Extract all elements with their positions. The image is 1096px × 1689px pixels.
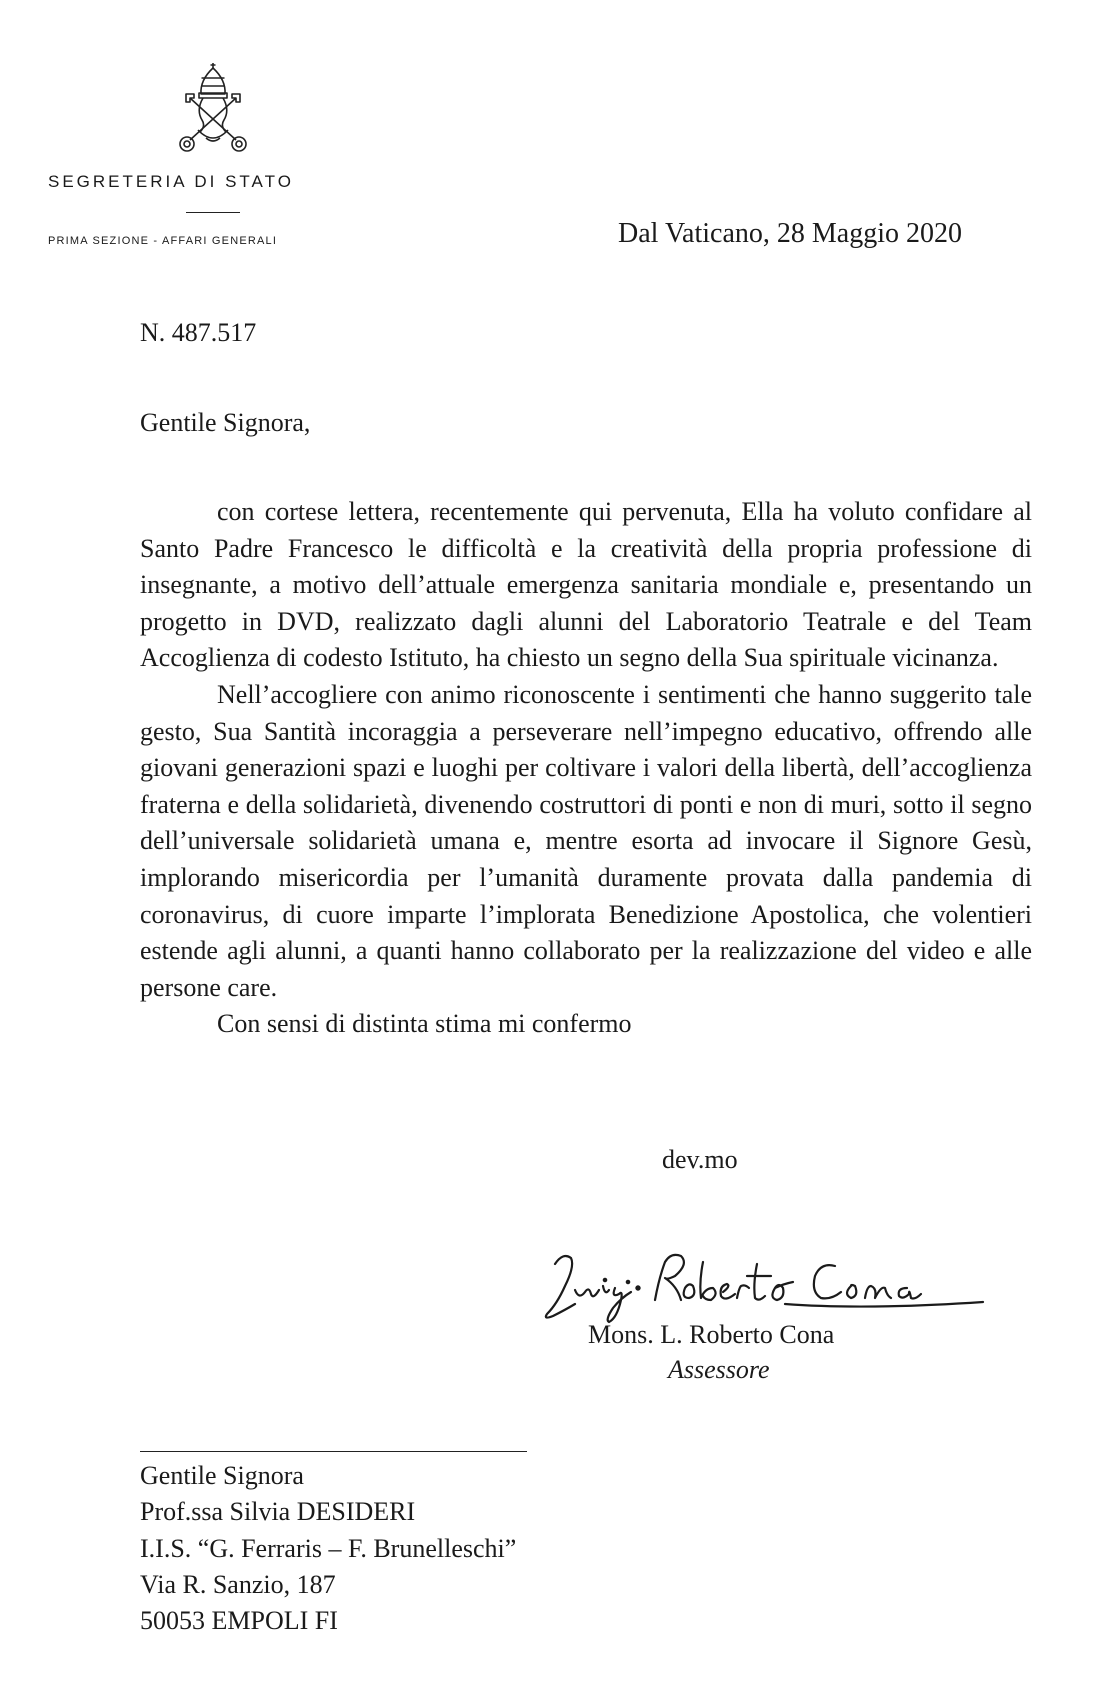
address-line: Gentile Signora — [140, 1461, 304, 1490]
closing-line: Con sensi di distinta stima mi confermo — [217, 1009, 632, 1039]
letterhead-divider — [186, 212, 240, 213]
date-line: Dal Vaticano, 28 Maggio 2020 — [618, 218, 962, 249]
letter-body — [140, 494, 1032, 1043]
address-line: Via R. Sanzio, 187 — [140, 1569, 336, 1599]
department-name: PRIMA SEZIONE - AFFARI GENERALI — [48, 235, 278, 247]
body-paragraph: con cortese lettera, recentemente qui pervenuta, Ella ha voluto confidare al Santo Padre Francesco le difficoltà e la creatività della propria professione di insegnante, a motivo dell’attuale emergenza sanitaria mondiale e, presentando un progetto in DVD, realizzato dagli alunni del Laboratorio Teatrale e del Team Accoglienza di codesto Istituto, ha chiesto un segno della Sua spirituale vicinanza. — [140, 497, 1032, 673]
closing-abbreviation: dev.mo — [662, 1145, 738, 1174]
recipient-address — [140, 1458, 516, 1639]
signer-name: Mons. L. Roberto Cona — [588, 1320, 835, 1349]
salutation: Gentile Signora, — [140, 408, 311, 437]
address-line: 50053 EMPOLI FI — [140, 1606, 338, 1636]
handwritten-signature — [535, 1242, 995, 1330]
reference-number: N. 487.517 — [140, 318, 257, 347]
body-paragraph: Nell’accogliere con animo riconoscente i sentimenti che hanno suggerito tale gesto, Sua Santità incoraggia a perseverare nell’impegno educativo, offrendo alle giovani generazioni spazi e luoghi per coltivare i valori della libertà, dell’accoglienza fraterna e della solidarietà, divenendo costruttori di ponti e non di muri, sotto il segno dell’universale solidarietà umana e, mentre esorta ad invocare il Signore Gesù, implorando misericordia per l’umanità duramente provata dalla pandemia di coronavirus, di cuore imparte l’implorata Benedizione Apostolica, che volentieri estende agli alunni, a quanti hanno collaborato per la realizzazione del video e alle persone care. — [140, 679, 1032, 1002]
address-line: I.I.S. “G. Ferraris – F. Brunelleschi” — [140, 1533, 517, 1563]
address-line: Prof.ssa Silvia DESIDERI — [140, 1497, 416, 1527]
signer-title: Assessore — [668, 1355, 770, 1384]
organization-name: SEGRETERIA DI STATO — [48, 172, 294, 191]
address-divider — [140, 1451, 527, 1452]
papal-crest-icon — [168, 60, 258, 156]
